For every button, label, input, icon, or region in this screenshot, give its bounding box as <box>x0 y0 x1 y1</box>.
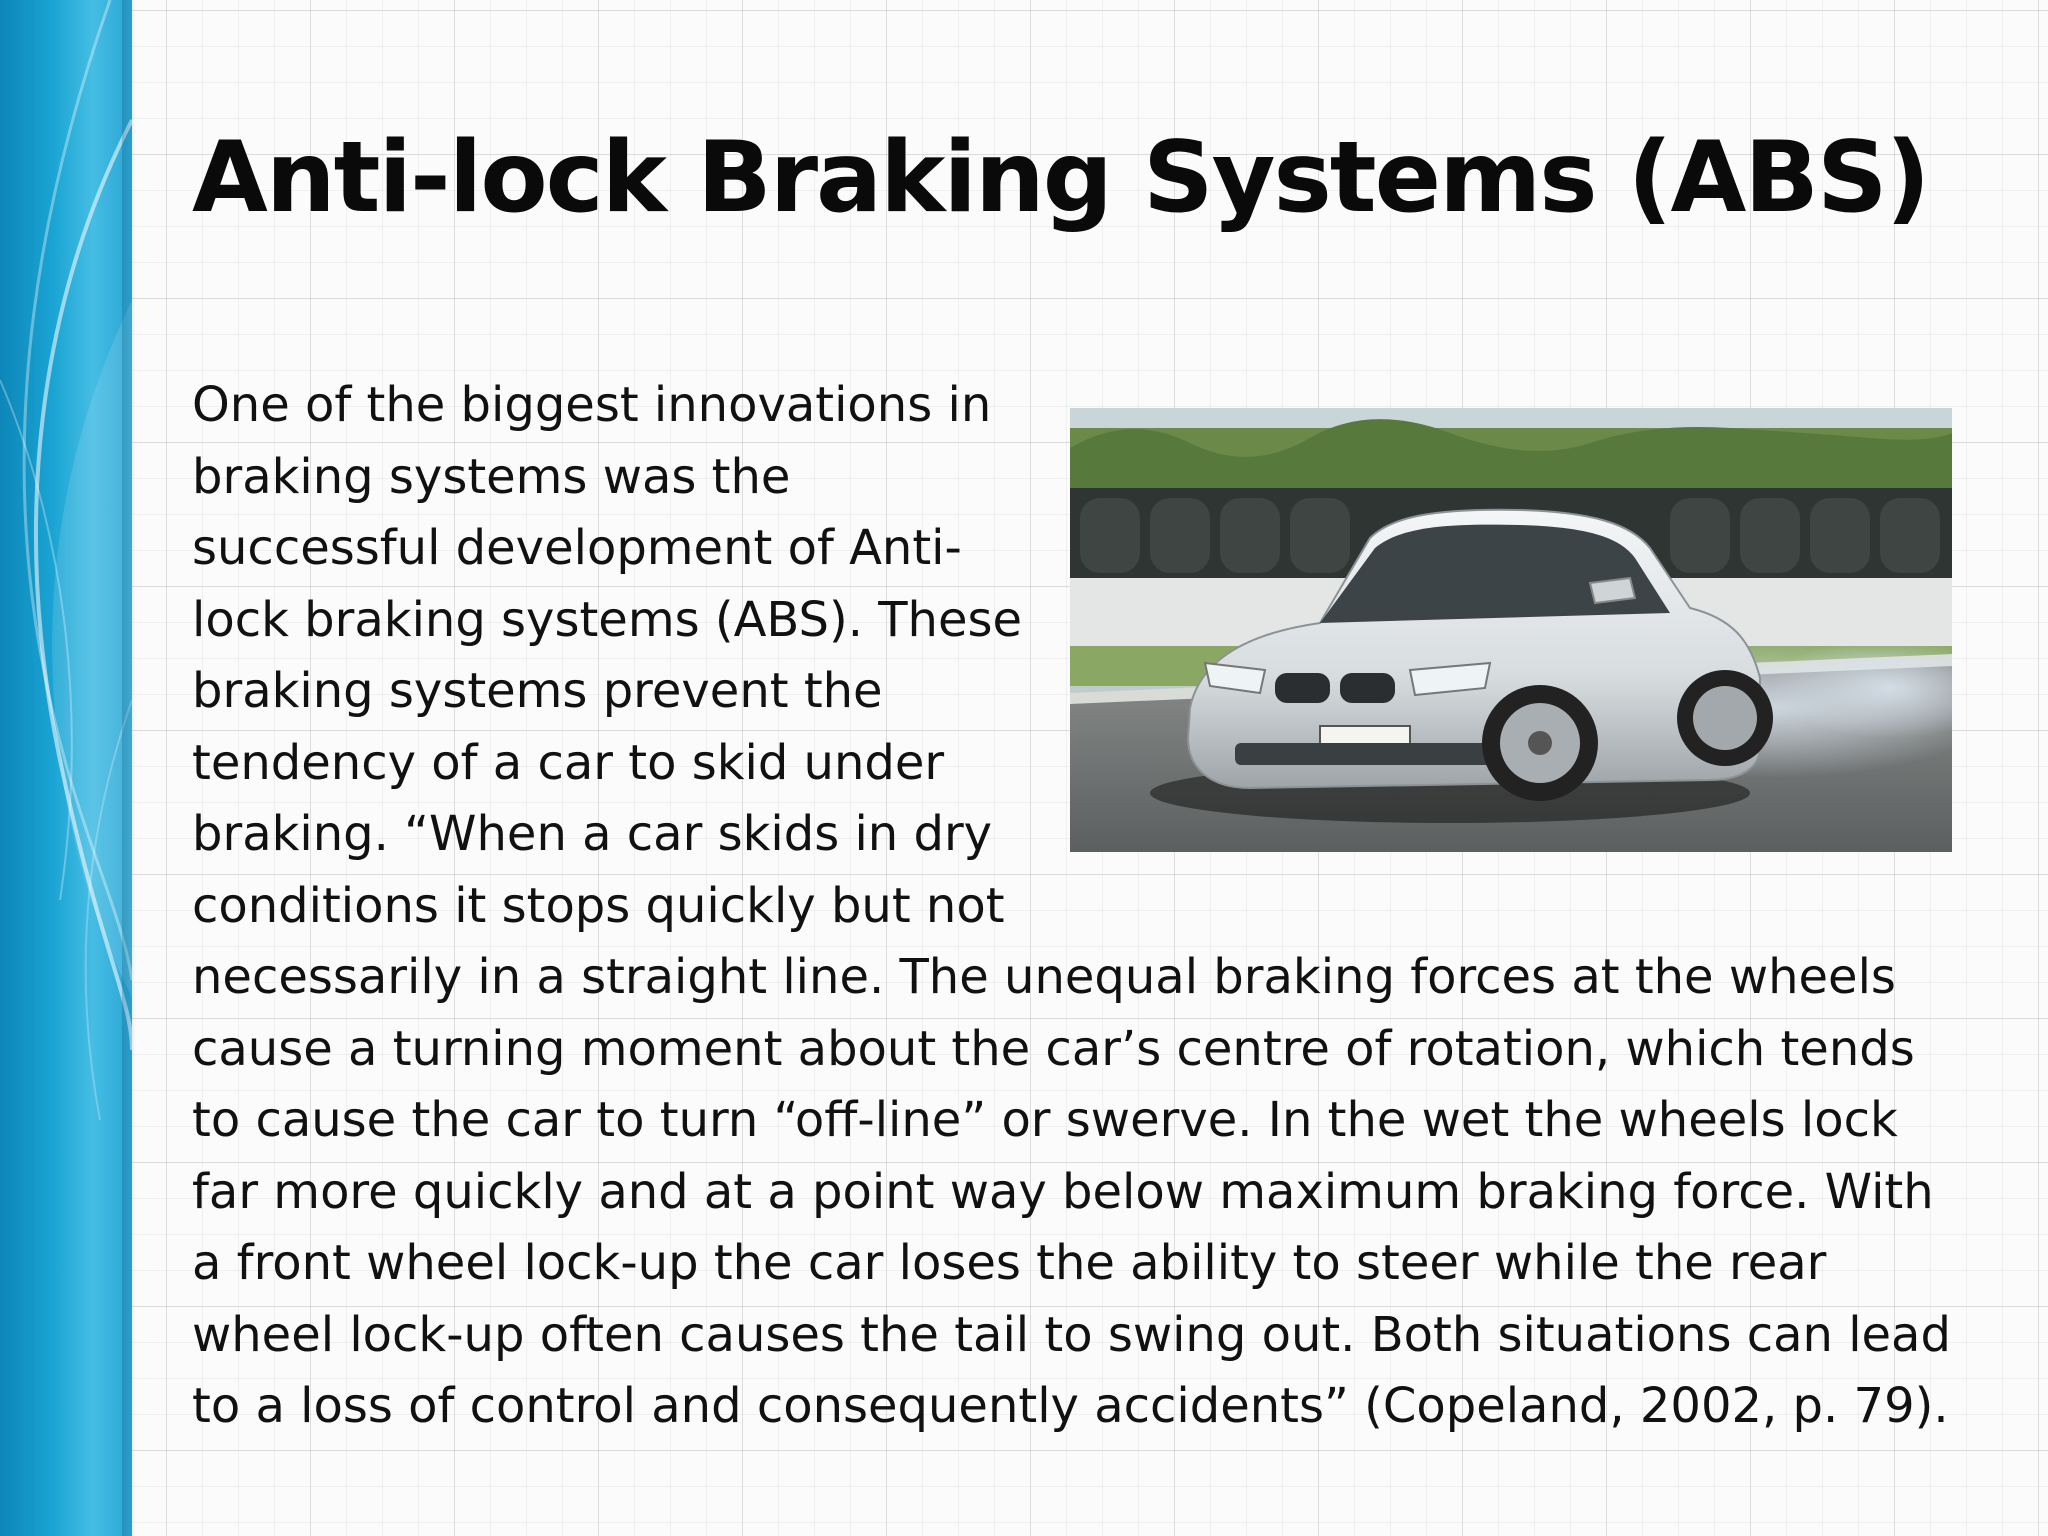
body-paragraph-container <box>192 370 1972 1443</box>
swoosh-graphic <box>0 0 132 1536</box>
car-skidding-photo <box>1070 408 1972 898</box>
slide-title: Anti-lock Braking Systems (ABS) <box>192 121 1929 235</box>
car-photo-illustration <box>1070 408 1952 852</box>
side-band-shadow <box>122 0 136 1536</box>
body-paragraph: One of the biggest innovations in braking systems was the successful development of Anti-lock braking systems (ABS). These braking systems prevent the tendency of a car to skid under braking. “When a car skids in dry conditions it stops quickly but not necessarily in a straight line. The unequal braking forces at the wheels cause a turning moment about the car’s centre of rotation, which tends to cause the car to turn “off-line” or swerve. In the wet the wheels lock far more quickly and at a point way below maximum braking force. With a front wheel lock-up the car loses the ability to steer while the rear wheel lock-up often causes the tail to swing out. Both situations can lead to a loss of control and consequently accidents” (Copeland, 2002, p. 79). <box>192 377 1951 1434</box>
decorative-side-band <box>0 0 132 1536</box>
